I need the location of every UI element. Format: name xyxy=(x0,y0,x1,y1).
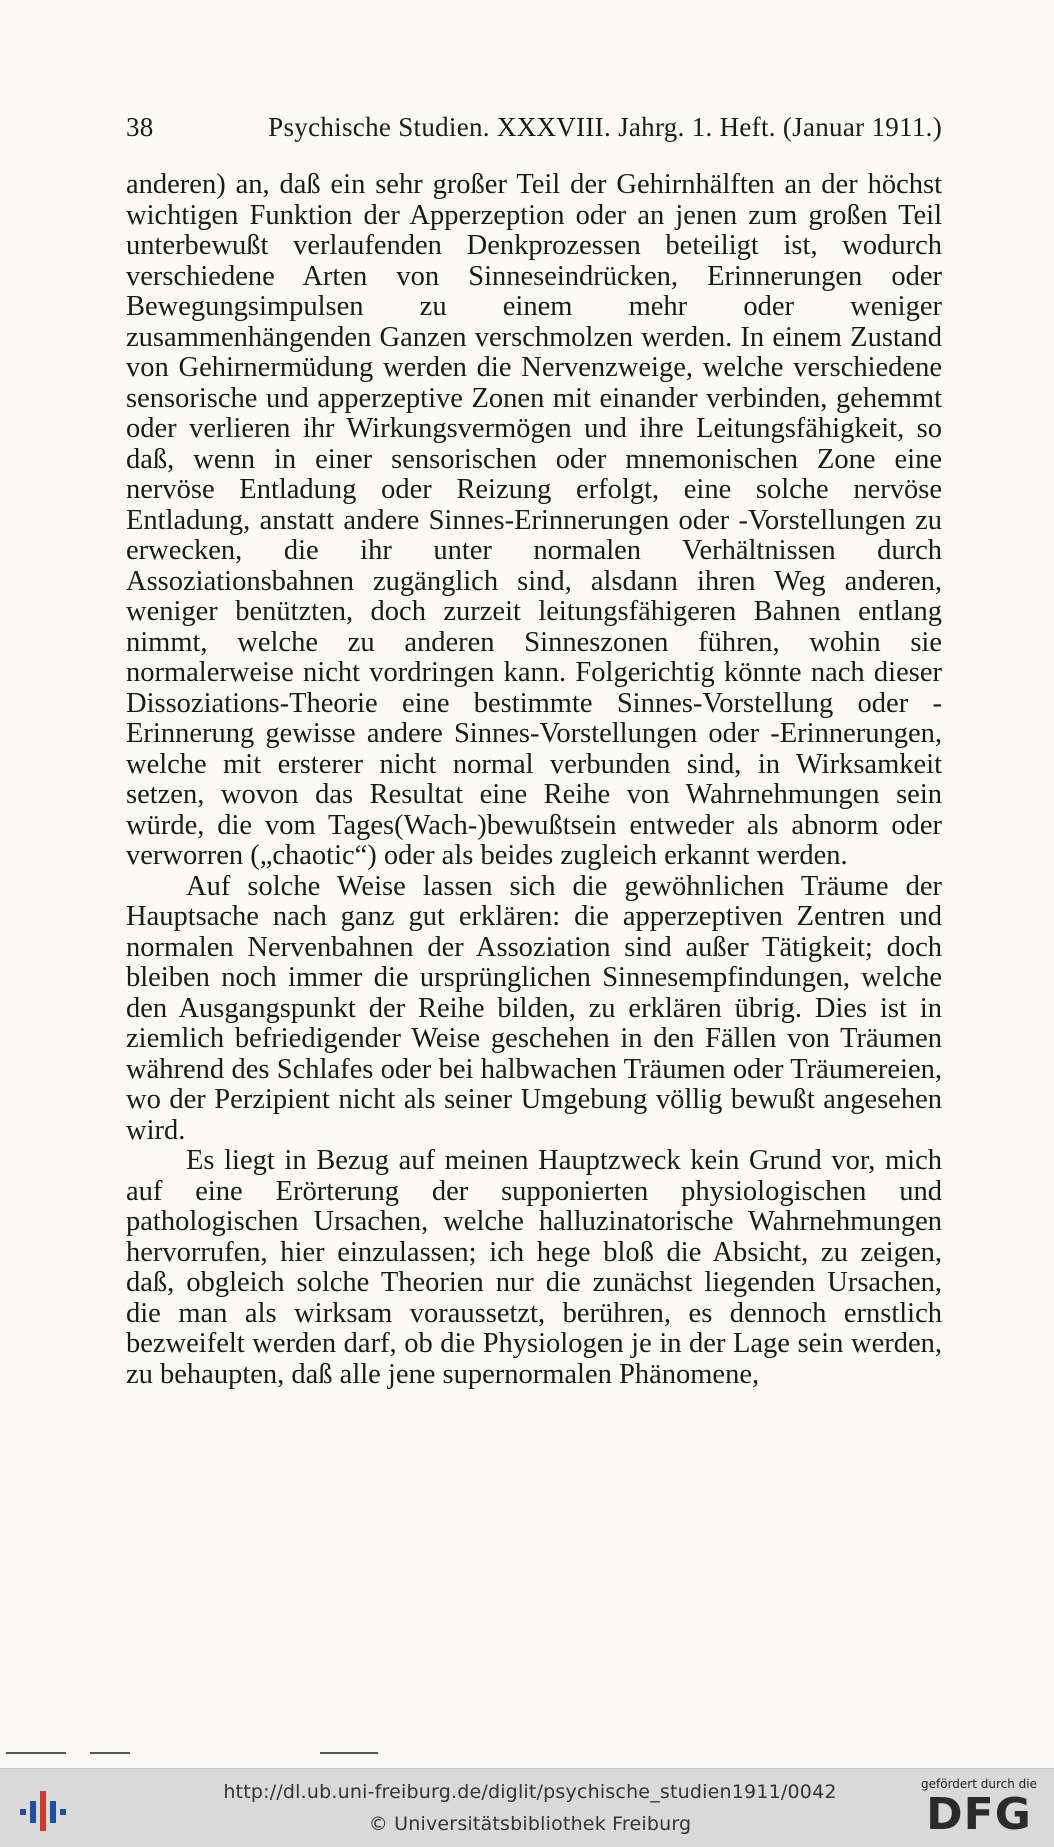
scan-mark xyxy=(90,1752,130,1754)
page-number: 38 xyxy=(126,112,154,142)
ub-freiburg-logo-icon xyxy=(18,1787,68,1833)
dfg-logo xyxy=(914,1775,1044,1845)
dfg-caption: gefördert durch die xyxy=(921,1777,1037,1791)
scan-mark xyxy=(6,1752,66,1754)
running-header xyxy=(126,112,942,152)
paragraph: anderen) an, daß ein sehr großer Teil der Gehirnhälften an der höchst wichtigen Funktion der Apperzeption oder an jenen zum großen Teil unterbewußt verlaufenden Denkprozessen beteiligt ist, wodurch verschiedene Arten von Sinneseindrücken, Erinnerungen oder Bewegungsimpulsen zu einem mehr oder weniger zusammenhängenden Ganzen verschmolzen werden. In einem Zustand von Gehirnermüdung werden die Nervenzweige, welche verschiedene sensorische und apperzeptive Zonen mit einander verbinden, gehemmt oder verlieren ihr Wirkungsvermögen und ihre Leitungsfähigkeit, so daß, wenn in einer sensorischen oder mnemonischen Zone eine nervöse Entladung oder Reizung erfolgt, eine solche nervöse Entladung, anstatt andere Sinnes-Erinnerungen oder -Vorstellungen zu erwecken, die ihr unter normalen Verhältnissen durch Assoziationsbahnen zugänglich sind, alsdann ihren Weg anderen, weniger benützten, doch zurzeit leitungsfähigeren Bahnen entlang nimmt, welche zu anderen Sinneszonen führen, wohin sie normalerweise nicht vordringen kann. Folgerichtig könnte nach dieser Dissoziations-Theorie eine bestimmte Sinnes-Vorstellung oder -Erinnerung gewisse andere Sinnes-Vorstellungen oder -Erinnerungen, welche mit ersterer nicht normal verbunden sind, in Wirksamkeit setzen, wovon das Resultat eine Reihe von Wahrnehmungen sein würde, die vom Tages(Wach-)bewußtsein entweder als abnorm oder verworren („chaotic“) oder als beides zugleich erkannt werden. xyxy=(126,169,942,871)
footer-center xyxy=(180,1769,880,1847)
source-url-link[interactable]: http://dl.ub.uni-freiburg.de/diglit/psychische_studien1911/0042 xyxy=(223,1781,837,1803)
copyright-notice: © Universitätsbibliothek Freiburg xyxy=(368,1813,692,1835)
paragraph: Es liegt in Bezug auf meinen Hauptzweck kein Grund vor, mich auf eine Erörterung der supponierten physiologischen und pathologischen Ursachen, welche halluzinatorische Wahrnehmungen hervorrufen, hier einzulassen; ich hege bloß die Absicht, zu zeigen, daß, obgleich solche Theorien nur die zunächst liegenden Ursachen, die man als wirksam voraussetzt, berühren, es dennoch ernstlich bezweifelt werden darf, ob die Physiologen je in der Lage sein werden, zu behaupten, daß alle jene supernormalen Phänomene, xyxy=(126,1145,942,1390)
body-text xyxy=(126,170,942,1390)
paragraph: Auf solche Weise lassen sich die gewöhnlichen Träume der Hauptsache nach ganz gut erklären: die apperzeptiven Zentren und normalen Nervenbahnen der Assoziation sind außer Tätigkeit; doch bleiben noch immer die ursprünglichen Sinnesempfindungen, welche den Ausgangspunkt der Reihe bilden, zu erklären übrig. Dies ist in ziemlich befriedigender Weise geschehen in den Fällen von Träumen während des Schlafes oder bei halbwachen Träumen oder Träumereien, wo der Perzipient nicht als seiner Umgebung völlig bewußt angesehen wird. xyxy=(126,870,942,1146)
scan-edge-marks xyxy=(0,1752,400,1762)
scan-mark xyxy=(320,1752,378,1754)
running-title: Psychische Studien. XXXVIII. Jahrg. 1. Heft. (Januar 1911.) xyxy=(268,112,942,142)
footer-bar xyxy=(0,1768,1054,1847)
dfg-wordmark: DFG xyxy=(926,1789,1032,1840)
